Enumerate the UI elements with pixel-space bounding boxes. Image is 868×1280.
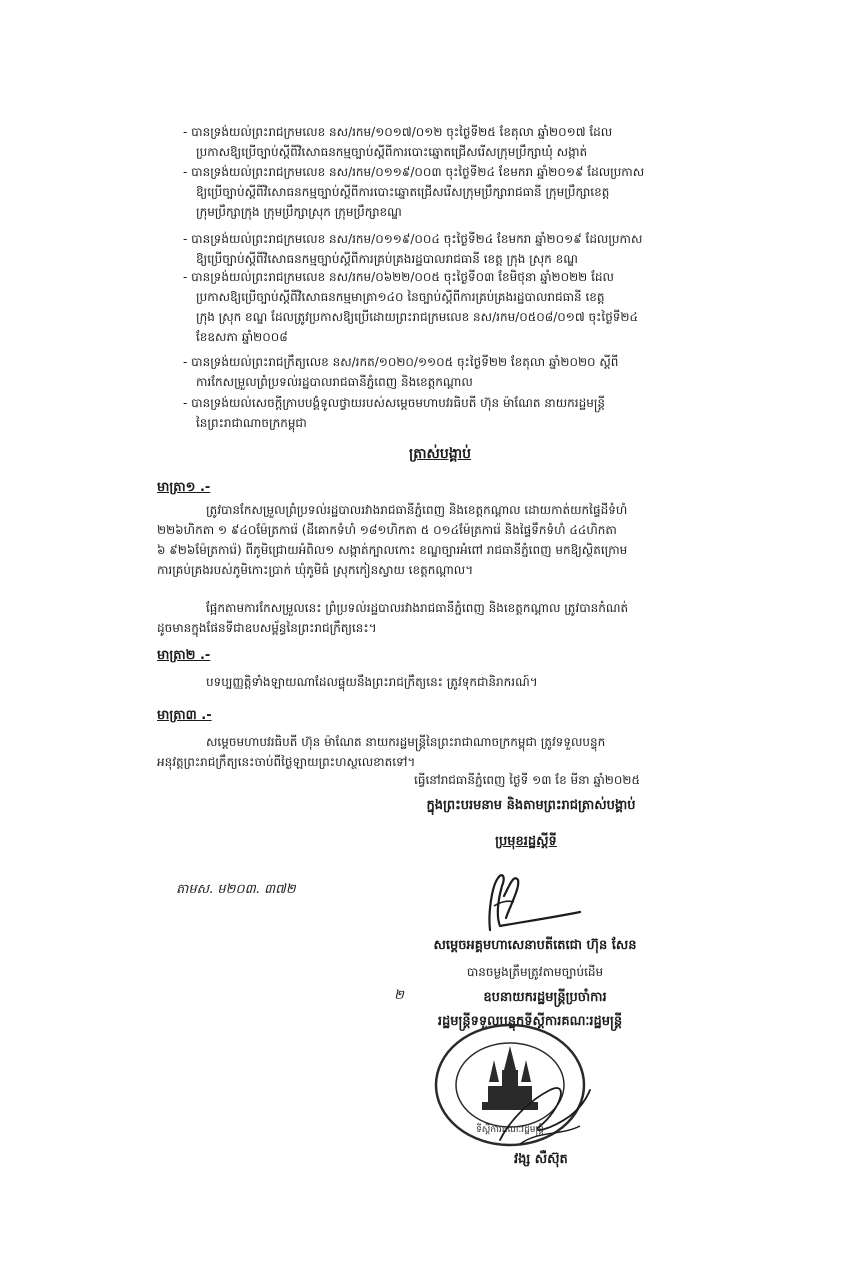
article-title: មាត្រា៣ .-	[157, 708, 212, 723]
article-line: បទប្បញ្ញត្តិទាំងឡាយណាដែលផ្ទុយនឹងព្រះរាជក្រឹត្យនេះ ត្រូវទុកជានិរាករណ៍។	[206, 675, 538, 689]
minister-signature	[490, 1060, 600, 1150]
copy-number: ២	[394, 988, 404, 1003]
visa-line: ឱ្យប្រើច្បាប់ស្ដីពីវិសោធនកម្មច្បាប់ស្ដីពីការគ្រប់គ្រងរដ្ឋបាលរាជធានី ខេត្ត ក្រុង ស្រុក ខណ្ឌ	[196, 252, 578, 266]
visa-line: នៃព្រះរាជាណាចក្រកម្ពុជា	[196, 416, 307, 430]
visa-line: ប្រកាសឱ្យប្រើច្បាប់ស្ដីពីវិសោធនកម្មច្បាប់ស្ដីពីការបោះឆ្នោតជ្រើសរើសក្រុមប្រឹក្សាឃុំ សង្កាត់	[196, 145, 588, 159]
article-line: សម្ដេចមហាបវរធិបតី ហ៊ុន ម៉ាណែត នាយករដ្ឋមន្ត្រីនៃព្រះរាជាណាចក្រកម្ពុជា ត្រូវទទួលបន្ទុក	[206, 735, 606, 749]
article-line: ៦ ៩២៦ម៉ែត្រការ៉េ) ពីភូមិជ្រោយអំពិល១ សង្កាត់ក្បាលកោះ ខណ្ឌច្បារអំពៅ រាជធានីភ្នំពេញ មកឱ្យស្ថិតក្រោម	[157, 543, 628, 557]
article-line: ផ្អែកតាមការកែសម្រួលនេះ ព្រំប្រទល់រដ្ឋបាលរវាងរាជធានីភ្នំពេញ និងខេត្តកណ្ដាល ត្រូវបានកំណត់	[206, 601, 629, 615]
king-signature	[470, 866, 590, 936]
article-line: អនុវត្តព្រះរាជក្រឹត្យនេះចាប់ពីថ្ងៃឡាយព្រះហស្ថលេខាតទៅ។	[157, 755, 416, 769]
visa-line: ឱ្យប្រើច្បាប់ស្ដីពីវិសោធនកម្មច្បាប់ស្ដីពីការបោះឆ្នោតជ្រើសរើសក្រុមប្រឹក្សារាជធានី ក្រុមប្រឹក្សាខេត្ត	[196, 185, 610, 199]
visa-line: - បានទ្រង់យល់ព្រះរាជក្រឹត្យលេខ នស/រកត/១០២០/១១០៥ ចុះថ្ងៃទី២២ ខែតុលា ឆ្នាំ២០២០ ស្ដីពី	[183, 355, 619, 369]
decree-heading: ត្រាស់បង្គាប់	[409, 446, 471, 462]
visa-line: - បានទ្រង់យល់ព្រះរាជក្រមលេខ នស/រកម/០៦២២/០០៥ ចុះថ្ងៃទី០៣ ខែមិថុនា ឆ្នាំ២០២២ ដែល	[183, 270, 614, 284]
behalf-line: ក្នុងព្រះបរមនាម និងតាមព្រះរាជត្រាស់បង្គាប់	[426, 798, 636, 813]
article-line: ដូចមានក្នុងផែនទីជាឧបសម្ព័ន្ធនៃព្រះរាជក្រឹត្យនេះ។	[157, 621, 377, 635]
visa-line: ក្រុង ស្រុក ខណ្ឌ ដែលត្រូវប្រកាសឱ្យប្រើដោយព្រះរាជក្រមលេខ នស/រកម/០៥០៨/០១៧ ចុះថ្ងៃទី២៤	[196, 310, 639, 324]
visa-line: ក្រុមប្រឹក្សាក្រុង ក្រុមប្រឹក្សាស្រុក ក្រុមប្រឹក្សាខណ្ឌ	[196, 205, 402, 219]
article-line: ត្រូវបានកែសម្រួលព្រំប្រទល់រដ្ឋបាលរវាងរាជធានីភ្នំពេញ និងខេត្តកណ្ដាល ដោយកាត់យកផ្ទៃដីទំហំ	[206, 503, 628, 517]
visa-line: ប្រកាសឱ្យប្រើច្បាប់ស្ដីពីវិសោធនកម្មមាត្រា១៤០ នៃច្បាប់ស្ដីពីការគ្រប់គ្រងរដ្ឋបាលរាជធានី ខេត្ត	[196, 290, 605, 304]
minister-title-2: រដ្ឋមន្ត្រីទទួលបន្ទុកទីស្ដីការគណៈរដ្ឋមន្ត្រី	[437, 1014, 623, 1029]
article-title: មាត្រា២ .-	[157, 648, 211, 663]
article-line: ការគ្រប់គ្រងរបស់ភូមិកោះប្រាក់ ឃុំភូមិធំ ស្រុកកៀនស្វាយ ខេត្តកណ្ដាល។	[157, 563, 474, 577]
visa-line: - បានទ្រង់យល់ព្រះរាជក្រមលេខ នស/រកម/០១១៩/០០៣ ចុះថ្ងៃទី២៤ ខែមករា ឆ្នាំ២០១៩ ដែលប្រកាស	[183, 165, 645, 179]
visa-line: - បានទ្រង់យល់ព្រះរាជក្រមលេខ នស/រកម/១០១៧/០១២ ចុះថ្ងៃទី២៥ ខែតុលា ឆ្នាំ២០១៧ ដែល	[183, 125, 613, 139]
minister-name: វង្ស សឺស៊ុត	[514, 1152, 568, 1167]
article-line: ២២៦ហិកតា ១ ៩៤០ម៉ែត្រការ៉េ (ដីគោកទំហំ ១៨១ហិកតា ៥ ០១៤ម៉ែត្រការ៉េ និងផ្ទៃទឹកទំហំ ៤៤ហិកតា	[157, 523, 617, 537]
date-line: ធ្វើនៅរាជធានីភ្នំពេញ ថ្ងៃទី ១៣ ខែ មីនា ឆ្នាំ២០២៥	[414, 773, 640, 787]
minister-title-1: ឧបនាយករដ្ឋមន្ត្រីប្រចាំការ	[483, 990, 607, 1005]
signer-name: សម្ដេចអគ្គមហាសេនាបតីតេជោ ហ៊ុន សែន	[433, 938, 637, 953]
visa-line: ការកែសម្រួលព្រំប្រទល់រដ្ឋបាលរាជធានីភ្នំពេញ និងខេត្តកណ្ដាល	[196, 375, 473, 389]
visa-line: - បានទ្រង់យល់ព្រះរាជក្រមលេខ នស/រកម/០១១៩/០០៤ ចុះថ្ងៃទី២៤ ខែមករា ឆ្នាំ២០១៩ ដែលប្រកាស	[183, 232, 643, 246]
svg-text:ទីស្ដីការគណៈរដ្ឋមន្ត្រី: ទីស្ដីការគណៈរដ្ឋមន្ត្រី	[476, 1125, 544, 1135]
president-title: ប្រមុខរដ្ឋស្ដីទី	[495, 834, 557, 849]
handwritten-reference: តាមស. ម២០៣. ៣៧២	[176, 882, 296, 897]
visa-line: - បានទ្រង់យល់សេចក្ដីក្រាបបង្គំទូលថ្វាយរបស់សម្ដេចមហាបវរធិបតី ហ៊ុន ម៉ាណែត នាយករដ្ឋមន្ត្រី	[183, 396, 606, 410]
copy-note: បានចម្លងត្រឹមត្រូវតាមច្បាប់ដើម	[466, 965, 604, 979]
article-title: មាត្រា១ .-	[157, 480, 211, 495]
visa-line: ខែឧសភា ឆ្នាំ២០០៨	[196, 330, 288, 344]
